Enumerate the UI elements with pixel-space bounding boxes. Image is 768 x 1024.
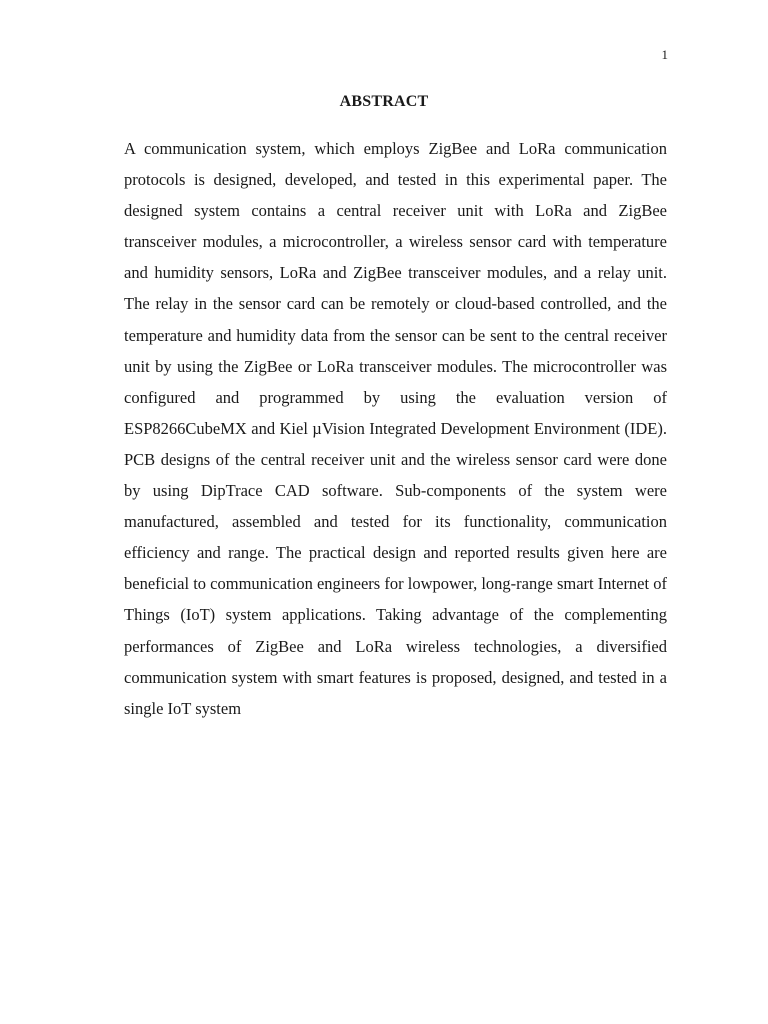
abstract-paragraph: A communication system, which employs ZigBee and LoRa communication protocols is designed, developed, and tested in this experimental paper. The designed system contains a central receiver unit with LoRa and ZigBee transceiver modules, a microcontroller, a wireless sensor card with temperature and humidity sensors, LoRa and ZigBee transceiver modules, and a relay unit. The relay in the sensor card can be remotely or cloud-based controlled, and the temperature and humidity data from the sensor can be sent to the central receiver unit by using the ZigBee or LoRa transceiver modules. The microcontroller was configured and programmed by using the evaluation version of ESP8266CubeMX and Kiel µVision Integrated Development Environment (IDE). PCB designs of the central receiver unit and the wireless sensor card were done by using DipTrace CAD software. Sub-components of the system were manufactured, assembled and tested for its functionality, communication efficiency and range. The practical design and reported results given here are beneficial to communication engineers for lowpower, long-range smart Internet of Things (IoT) system applications. Taking advantage of the complementing performances of ZigBee and LoRa wireless technologies, a diversified communication system with smart features is proposed, designed, and tested in a single IoT system	[124, 139, 667, 718]
page-number: 1	[661, 47, 668, 62]
section-title: ABSTRACT	[339, 93, 429, 110]
